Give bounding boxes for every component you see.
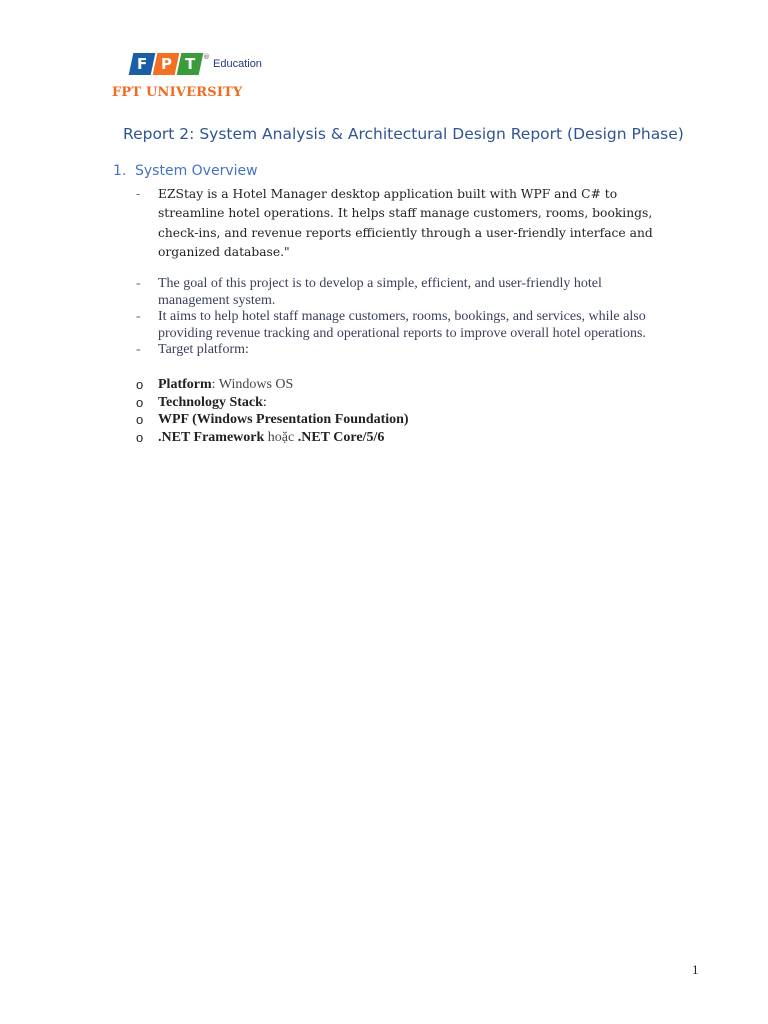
intro-text: EZStay is a Hotel Manager desktop application built with WPF and C# to streamline hotel operations. It helps staff manage customers, rooms, bookings, check-ins, and revenue reports efficiently through a user-friendly interface and organized database." — [158, 187, 653, 259]
circle-bullet: o — [136, 377, 144, 392]
dash-bullet: - — [136, 342, 141, 357]
section-heading-text: System Overview — [135, 163, 258, 179]
list-item-platform — [136, 376, 656, 394]
stack-label: Technology Stack — [158, 394, 263, 410]
goals-list — [136, 276, 656, 359]
list-item — [136, 309, 656, 342]
logo-letter-p: P — [153, 53, 180, 75]
fpt-education-logo — [131, 52, 262, 76]
list-item — [136, 185, 656, 262]
section-heading — [113, 163, 258, 179]
circle-bullet: o — [136, 394, 144, 410]
dash-bullet: - — [136, 187, 141, 201]
dash-bullet: - — [136, 276, 141, 291]
circle-bullet: o — [136, 412, 144, 427]
platform-value: : Windows OS — [211, 377, 294, 392]
goal-text: The goal of this project is to develop a simple, efficient, and user-friendly hotel management system. — [158, 276, 602, 308]
list-item — [136, 342, 656, 359]
logo-education-text: Education — [213, 58, 262, 70]
list-item-wpf — [136, 411, 656, 429]
circle-bullet: o — [136, 429, 144, 445]
dash-bullet: - — [136, 309, 141, 324]
net-framework-text: .NET Framework — [158, 429, 265, 445]
hoac-text: hoặc — [264, 429, 298, 445]
registered-mark: ® — [203, 53, 210, 61]
wpf-text: WPF (Windows Presentation Foundation) — [158, 412, 409, 427]
report-title: Report 2: System Analysis & Architectural Design Report (Design Phase) — [123, 125, 684, 143]
logo-letter-t: T — [177, 53, 204, 75]
stack-colon: : — [262, 394, 267, 410]
net-core-text: .NET Core/5/6 — [297, 429, 385, 445]
university-name: FPT UNIVERSITY — [112, 85, 243, 100]
list-item — [136, 276, 656, 309]
list-item-stack — [136, 394, 656, 412]
page-number: 1 — [692, 962, 699, 977]
goal-text: It aims to help hotel staff manage customers, rooms, bookings, and services, while also providing revenue tracking and operational reports to improve overall hotel operations. — [158, 309, 646, 341]
platform-label: Platform — [158, 377, 212, 392]
platform-list — [136, 376, 656, 446]
section-number: 1. — [113, 163, 127, 179]
intro-paragraph — [136, 185, 656, 262]
list-item-net — [136, 429, 656, 447]
goal-text: Target platform: — [158, 342, 249, 357]
logo-letter-f: F — [129, 53, 156, 75]
